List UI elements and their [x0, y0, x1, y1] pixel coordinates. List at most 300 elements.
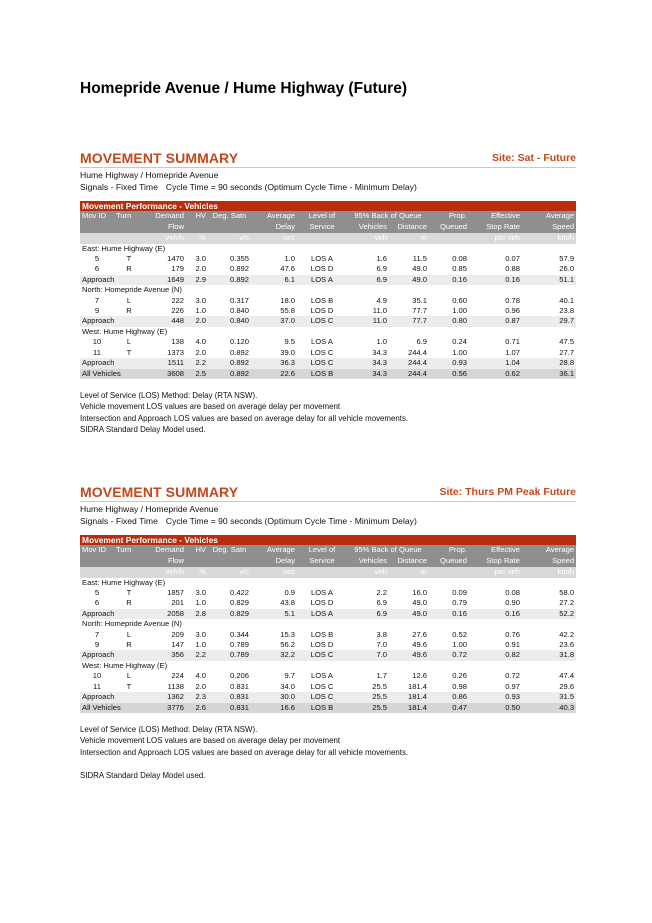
table-cell: 40.3 — [522, 703, 576, 713]
header-speed: Speed — [522, 222, 576, 233]
table-cell: 6.9 — [416, 337, 427, 347]
table-cell: 34.3 — [347, 358, 389, 368]
table-cell: 1138 — [167, 681, 184, 691]
table-cell: 34.0 — [280, 681, 295, 691]
all-vehicles-row — [80, 369, 576, 379]
table-cell: R — [126, 306, 132, 316]
table-cell: 39.0 — [280, 347, 295, 357]
table-cell: 0.892 — [208, 369, 251, 379]
table-cell: 5.1 — [251, 609, 297, 619]
table-cell: 0.829 — [208, 609, 251, 619]
table-cell: 77.7 — [412, 306, 427, 316]
table-cell: 0.317 — [229, 295, 249, 305]
approach-label: Approach — [80, 609, 144, 619]
header-demand: Demand — [144, 545, 186, 555]
table-cell: 0.831 — [208, 703, 251, 713]
approach-group-name: North: Homepride Avenue (N) — [82, 619, 182, 629]
approach-label: Approach — [80, 275, 144, 285]
table-cell: 11.0 — [347, 316, 389, 326]
table-cell: 0.840 — [208, 316, 251, 326]
table-cell: T — [126, 347, 132, 357]
table-cell: 0.93 — [429, 358, 469, 368]
table-cell: 0.86 — [429, 692, 469, 702]
table-cell: 0.90 — [505, 598, 520, 608]
table-cell: 9.7 — [284, 671, 295, 681]
table-cell: 244.4 — [389, 358, 429, 368]
table-cell: 6.9 — [347, 609, 389, 619]
table-cell: 0.87 — [469, 316, 522, 326]
header-stop-rate: Effective — [469, 211, 522, 221]
table-cell: 2058 — [144, 609, 186, 619]
movement-performance-table — [80, 535, 576, 713]
table-cell: 1857 — [167, 588, 184, 598]
approach-label: Approach — [80, 692, 144, 702]
approach-label: Approach — [80, 358, 144, 368]
table-cell: 0.76 — [505, 629, 520, 639]
table-cell: LOS C — [297, 650, 347, 660]
table-cell: LOS C — [297, 358, 347, 368]
table-cell: 3776 — [144, 703, 186, 713]
table-cell: 1362 — [144, 692, 186, 702]
approach-group-name: North: Homepride Avenue (N) — [82, 285, 182, 295]
table-cell: 0.88 — [505, 264, 520, 274]
table-row — [80, 296, 576, 306]
header-demand: Demand — [144, 211, 186, 221]
table-cell: 3.8 — [376, 629, 387, 639]
unit-blank — [80, 233, 114, 243]
table-row — [80, 306, 576, 316]
unit-blank — [80, 567, 114, 577]
table-cell: 1.7 — [376, 671, 387, 681]
table-cell: 0.80 — [429, 316, 469, 326]
table-cell: LOS D — [310, 264, 334, 274]
site-label: Site: Thurs PM Peak Future — [439, 486, 576, 498]
approach-row — [80, 650, 576, 660]
table-cell: 23.8 — [559, 306, 575, 316]
table-cell: 16.6 — [251, 703, 297, 713]
header-queued: Queued — [429, 222, 469, 233]
table-cell: 1511 — [144, 358, 186, 368]
table-cell: 0.840 — [229, 306, 249, 316]
intersection-info — [80, 504, 576, 527]
unit-flow: veh/h — [144, 233, 186, 243]
table-cell: LOS D — [310, 640, 334, 650]
unit-deg: v/c — [208, 567, 251, 577]
header-distance: Distance — [389, 222, 429, 233]
intersection-name: Hume Highway / Homepride Avenue — [80, 170, 219, 180]
table-cell: 9 — [94, 306, 100, 316]
table-cell: 3.0 — [195, 629, 206, 639]
table-cell: LOS B — [310, 629, 334, 639]
table-cell: LOS A — [297, 609, 347, 619]
table-cell: 36.3 — [251, 358, 297, 368]
header-hv: HV — [186, 545, 208, 555]
table-cell: 5 — [94, 588, 100, 598]
table-cell: R — [126, 598, 132, 608]
header-mov-id: Mov ID — [80, 545, 114, 555]
note-line: SIDRA Standard Delay Model used. — [80, 425, 206, 435]
table-cell: 57.9 — [559, 254, 575, 264]
unit-blank — [114, 233, 144, 243]
table-cell: 0.892 — [229, 264, 249, 274]
table-cell: 1.0 — [195, 598, 206, 608]
table-cell: 49.0 — [389, 609, 429, 619]
table-cell: 47.5 — [559, 337, 575, 347]
table-cell: 27.7 — [559, 347, 575, 357]
approach-group-name: East: Hume Highway (E) — [82, 577, 166, 587]
table-cell: 0.56 — [429, 369, 469, 379]
approach-row — [80, 275, 576, 285]
table-cell: 0.71 — [505, 337, 520, 347]
unit-stop: per veh — [469, 233, 522, 243]
table-cell: 27.6 — [412, 629, 427, 639]
table-cell: 25.5 — [347, 692, 389, 702]
summary-title: MOVEMENT SUMMARY — [80, 484, 239, 500]
header-queued: Queued — [429, 556, 469, 567]
table-cell: 28.8 — [522, 358, 576, 368]
table-title: Movement Performance - Vehicles — [80, 535, 576, 545]
table-cell: 6.9 — [376, 264, 387, 274]
unit-delay: sec — [251, 567, 297, 577]
header-level-of-service: Level of — [297, 211, 347, 221]
table-cell: LOS A — [311, 588, 333, 598]
table-cell: 0.08 — [505, 588, 520, 598]
header-mov-id: Mov ID — [80, 211, 114, 221]
approach-row — [80, 609, 576, 619]
table-cell: 34.3 — [347, 369, 389, 379]
table-cell: 2.0 — [195, 681, 206, 691]
table-cell: 0.78 — [505, 295, 520, 305]
table-row — [80, 348, 576, 358]
approach-group-name: East: Hume Highway (E) — [82, 243, 166, 253]
table-cell: 179 — [171, 264, 184, 274]
table-cell: 47.4 — [559, 671, 575, 681]
unit-deg: v/c — [208, 233, 251, 243]
all-vehicles-row — [80, 703, 576, 713]
header-deg-satn: Deg. Satn — [208, 211, 251, 221]
header-stop-rate: Effective — [469, 545, 522, 555]
table-cell: 7.0 — [347, 650, 389, 660]
movement-summary-thurs — [80, 484, 576, 781]
table-cell: 11 — [93, 681, 101, 691]
table-cell: 222 — [171, 295, 184, 305]
unit-blank — [429, 567, 469, 577]
unit-blank — [429, 233, 469, 243]
table-cell: 0.206 — [229, 671, 249, 681]
table-cell: 11.5 — [412, 254, 427, 264]
note-line: Vehicle movement LOS values are based on average delay per movement — [80, 736, 341, 746]
table-cell: 25.5 — [372, 681, 387, 691]
page-title: Homepride Avenue / Hume Highway (Future) — [80, 80, 407, 97]
table-cell: 56.2 — [280, 640, 295, 650]
note-line: Level of Service (LOS) Method: Delay (RTA NSW). — [80, 724, 258, 734]
table-cell: 0.24 — [452, 337, 467, 347]
table-cell: 49.0 — [412, 598, 427, 608]
table-cell: 12.6 — [412, 671, 427, 681]
table-cell: 0.892 — [208, 358, 251, 368]
header-prop-queued: Prop. — [429, 211, 469, 221]
table-cell: 181.4 — [389, 692, 429, 702]
header-service: Service — [297, 556, 347, 567]
header-average-speed: Average — [522, 211, 576, 221]
table-cell: 0.355 — [229, 254, 249, 264]
table-cell: 0.344 — [229, 629, 249, 639]
table-cell: 2.2 — [186, 358, 208, 368]
unit-hv: % — [186, 567, 208, 577]
table-cell: 2.2 — [376, 588, 387, 598]
approach-row — [80, 316, 576, 326]
table-cell: 181.4 — [407, 681, 427, 691]
header-blank — [208, 556, 251, 567]
table-cell: 0.26 — [452, 671, 467, 681]
table-cell: 0.9 — [284, 588, 295, 598]
header-back-of-queue: 95% Back of Queue — [347, 545, 429, 555]
table-cell: 2.0 — [195, 264, 206, 274]
table-cell: 27.2 — [559, 598, 575, 608]
table-cell: 0.789 — [208, 650, 251, 660]
unit-blank — [297, 567, 347, 577]
table-cell: 1.00 — [452, 306, 467, 316]
table-cell: 23.6 — [559, 640, 575, 650]
table-row — [80, 264, 576, 274]
table-cell: 0.892 — [208, 275, 251, 285]
unit-speed: km/h — [522, 567, 576, 577]
table-cell: 0.97 — [505, 681, 520, 691]
table-cell: 18.0 — [280, 295, 295, 305]
table-cell: 11.0 — [372, 306, 387, 316]
table-cell: 49.0 — [412, 264, 427, 274]
table-cell: 43.8 — [280, 598, 295, 608]
table-cell: 77.7 — [389, 316, 429, 326]
cycle-time: Cycle Time = 90 seconds (Optimum Cycle Time - Minimum Delay) — [165, 515, 417, 526]
approach-group-name: West: Hume Highway (E) — [82, 326, 168, 336]
header-deg-satn: Deg. Satn — [208, 545, 251, 555]
table-cell: 0.98 — [452, 681, 467, 691]
table-cell: 26.0 — [559, 264, 575, 274]
header-average-speed: Average — [522, 545, 576, 555]
table-cell: 2.0 — [195, 347, 206, 357]
table-cell: 7.0 — [376, 640, 387, 650]
control-type: Signals - Fixed Time — [80, 181, 158, 192]
header-turn: Turn — [114, 211, 144, 221]
table-cell: 42.2 — [559, 629, 575, 639]
table-title: Movement Performance - Vehicles — [80, 201, 576, 211]
header-back-of-queue: 95% Back of Queue — [347, 211, 429, 221]
site-label: Site: Sat - Future — [491, 152, 576, 164]
table-cell: LOS C — [310, 681, 334, 691]
table-row — [80, 254, 576, 264]
table-cell: 7 — [94, 629, 100, 639]
table-cell: 0.831 — [229, 681, 249, 691]
table-cell: 1.04 — [469, 358, 522, 368]
header-prop-queued: Prop. — [429, 545, 469, 555]
table-cell: 0.16 — [429, 609, 469, 619]
table-cell: 49.6 — [389, 650, 429, 660]
table-row — [80, 671, 576, 681]
table-cell: 6.9 — [376, 598, 387, 608]
table-cell: 1.00 — [452, 347, 467, 357]
table-cell: 22.6 — [251, 369, 297, 379]
header-stop-rate-2: Stop Rate — [469, 556, 522, 567]
movement-performance-table — [80, 201, 576, 379]
table-row — [80, 682, 576, 692]
header-hv: HV — [186, 211, 208, 221]
header-blank — [80, 556, 114, 567]
table-cell: 138 — [171, 337, 184, 347]
approach-label: Approach — [80, 316, 144, 326]
table-cell: 244.4 — [389, 369, 429, 379]
table-cell: 0.08 — [452, 254, 467, 264]
header-blank — [114, 556, 144, 567]
table-cell: 0.09 — [452, 588, 467, 598]
intersection-name: Hume Highway / Homepride Avenue — [80, 504, 219, 514]
header-blank — [80, 222, 114, 233]
header-vehicles: Vehicles — [347, 556, 389, 567]
summary-title: MOVEMENT SUMMARY — [80, 150, 239, 166]
table-cell: 1373 — [167, 347, 184, 357]
header-blank — [114, 222, 144, 233]
table-row — [80, 640, 576, 650]
table-cell: 47.6 — [280, 264, 295, 274]
summary-header — [80, 484, 576, 502]
intersection-info — [80, 170, 576, 193]
table-cell: LOS B — [310, 295, 334, 305]
table-cell: 5 — [94, 254, 100, 264]
table-cell: 0.93 — [469, 692, 522, 702]
table-cell: 3.0 — [195, 295, 206, 305]
unit-dist: m — [389, 233, 429, 243]
table-cell: LOS C — [297, 692, 347, 702]
note-line: SIDRA Standard Delay Model used. — [80, 770, 206, 780]
table-cell: 2.3 — [186, 692, 208, 702]
approach-row — [80, 692, 576, 702]
table-cell: T — [126, 254, 132, 264]
table-cell: 0.829 — [229, 598, 249, 608]
note-line: Level of Service (LOS) Method: Delay (RTA NSW). — [80, 390, 258, 400]
table-cell: 1.07 — [505, 347, 520, 357]
unit-blank — [114, 567, 144, 577]
header-turn: Turn — [114, 545, 144, 555]
table-cell: 2.6 — [186, 703, 208, 713]
table-cell: 2.2 — [186, 650, 208, 660]
table-cell: 1.6 — [376, 254, 387, 264]
table-cell: 3.0 — [195, 588, 206, 598]
table-cell: 15.3 — [280, 629, 295, 639]
summary-header — [80, 150, 576, 168]
notes — [80, 724, 576, 781]
approach-group-name: West: Hume Highway (E) — [82, 660, 168, 670]
table-cell: 36.1 — [522, 369, 576, 379]
table-cell: 52.2 — [522, 609, 576, 619]
table-cell: 29.6 — [559, 681, 575, 691]
table-cell: 0.72 — [429, 650, 469, 660]
table-cell: 448 — [144, 316, 186, 326]
table-cell: LOS A — [311, 337, 333, 347]
table-cell: 0.91 — [505, 640, 520, 650]
movement-summary-sat — [80, 150, 576, 436]
approach-label: Approach — [80, 650, 144, 660]
table-cell: 0.16 — [429, 275, 469, 285]
table-cell: 226 — [171, 306, 184, 316]
unit-dist: m — [389, 567, 429, 577]
table-cell: 244.4 — [407, 347, 427, 357]
table-cell: LOS C — [297, 316, 347, 326]
table-cell: L — [126, 629, 132, 639]
unit-speed: km/h — [522, 233, 576, 243]
unit-stop: per veh — [469, 567, 522, 577]
table-cell: 0.16 — [469, 275, 522, 285]
table-cell: 181.4 — [389, 703, 429, 713]
table-cell: 0.82 — [469, 650, 522, 660]
table-cell: 4.9 — [376, 295, 387, 305]
header-demand-flow: Flow — [144, 556, 186, 567]
table-cell: 0.72 — [505, 671, 520, 681]
notes — [80, 390, 576, 436]
table-cell: 0.60 — [452, 295, 467, 305]
table-cell: 0.892 — [229, 347, 249, 357]
control-type: Signals - Fixed Time — [80, 515, 158, 526]
header-blank — [186, 222, 208, 233]
table-cell: 51.1 — [522, 275, 576, 285]
table-cell: 9.5 — [284, 337, 295, 347]
table-cell: LOS A — [297, 275, 347, 285]
table-cell: 0.831 — [208, 692, 251, 702]
table-cell: 2.5 — [186, 369, 208, 379]
header-speed: Speed — [522, 556, 576, 567]
table-cell: LOS A — [311, 671, 333, 681]
unit-flow: veh/h — [144, 567, 186, 577]
table-cell: 3.0 — [195, 254, 206, 264]
table-row — [80, 337, 576, 347]
table-cell: T — [126, 681, 132, 691]
table-cell: R — [126, 640, 132, 650]
table-cell: 2.8 — [186, 609, 208, 619]
table-cell: 0.47 — [429, 703, 469, 713]
unit-veh: veh — [347, 233, 389, 243]
table-cell: 356 — [144, 650, 186, 660]
unit-delay: sec — [251, 233, 297, 243]
header-delay: Delay — [251, 556, 297, 567]
table-cell: LOS C — [310, 347, 334, 357]
table-cell: 0.62 — [469, 369, 522, 379]
table-cell: 31.5 — [522, 692, 576, 702]
table-cell: 11 — [93, 347, 101, 357]
header-blank — [186, 556, 208, 567]
table-cell: 34.3 — [372, 347, 387, 357]
table-cell: L — [126, 337, 132, 347]
table-cell: 6 — [94, 598, 100, 608]
table-cell: 1.0 — [376, 337, 387, 347]
table-cell: 30.0 — [251, 692, 297, 702]
table-cell: 25.5 — [347, 703, 389, 713]
all-vehicles-label: All Vehicles — [80, 369, 144, 379]
table-cell: 49.6 — [412, 640, 427, 650]
table-cell: 37.0 — [251, 316, 297, 326]
table-cell: 40.1 — [559, 295, 575, 305]
table-cell: 147 — [171, 640, 184, 650]
table-cell: LOS D — [310, 598, 334, 608]
header-average-delay: Average — [251, 545, 297, 555]
table-cell: 9 — [94, 640, 100, 650]
table-cell: 10 — [92, 337, 102, 347]
table-cell: 1.0 — [195, 306, 206, 316]
approach-row — [80, 358, 576, 368]
cycle-time: Cycle Time = 90 seconds (Optimum Cycle Time - Minimum Delay) — [165, 181, 417, 192]
table-cell: 0.52 — [452, 629, 467, 639]
table-cell: 1649 — [144, 275, 186, 285]
header-level-of-service: Level of — [297, 545, 347, 555]
header-distance: Distance — [389, 556, 429, 567]
